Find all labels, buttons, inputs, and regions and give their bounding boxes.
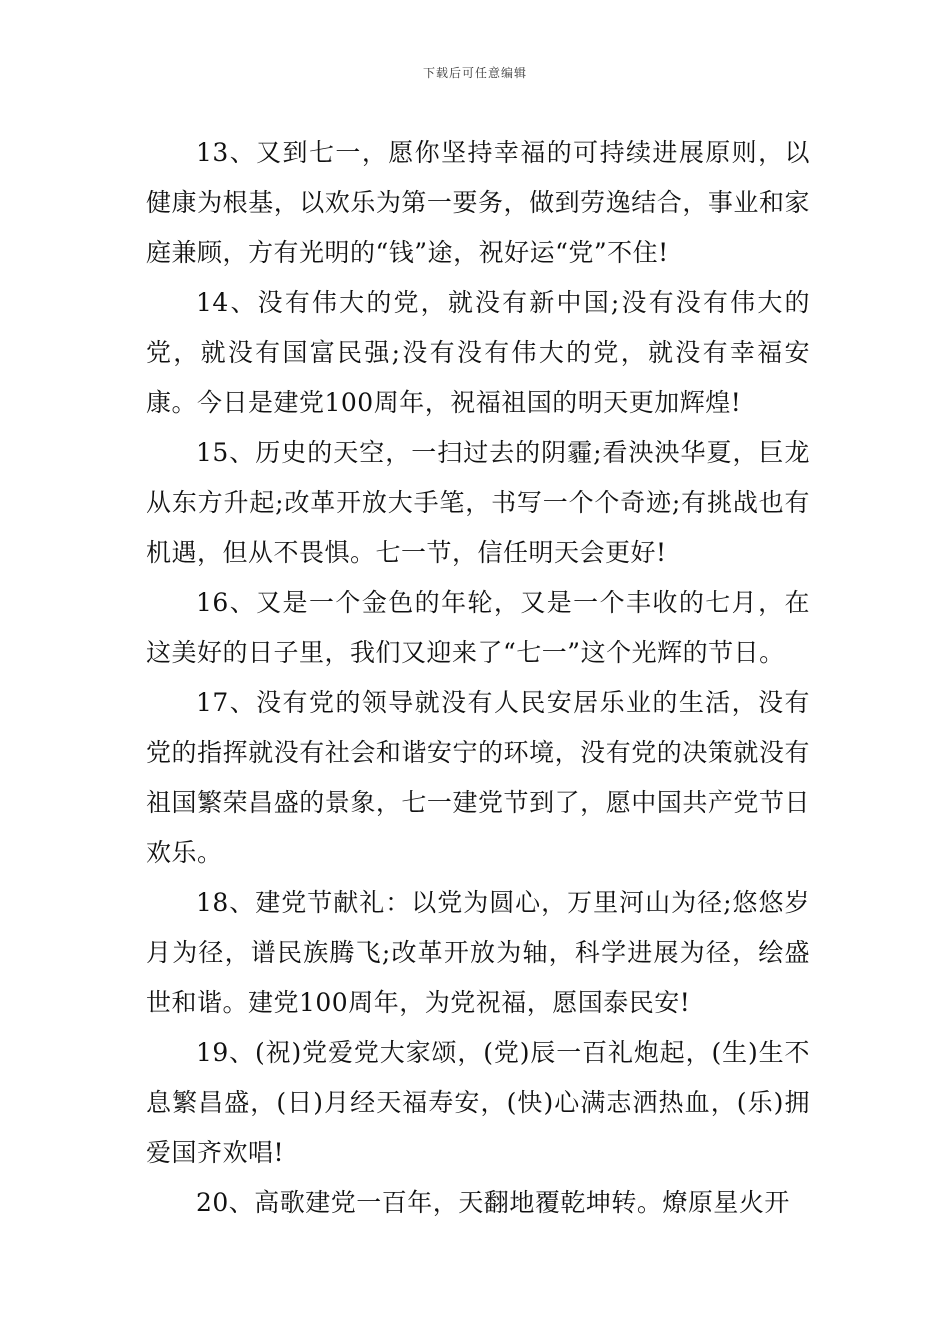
paragraph-14: 14、没有伟大的党，就没有新中国;没有没有伟大的党，就没有国富民强;没有没有伟大的党，就没有幸福安康。今日是建党100周年，祝福祖国的明天更加辉煌! — [146, 288, 810, 417]
paragraph-19: 19、(祝)党爱党大家颂，(党)辰一百礼炮起，(生)生不息繁昌盛，(日)月经天福寿安，(快)心满志洒热血，(乐)拥爱国齐欢唱! — [146, 1038, 810, 1167]
paragraph-20: 20、高歌建党一百年，天翻地覆乾坤转。燎原星火开 — [196, 1188, 790, 1217]
document-body — [146, 128, 810, 1228]
page-header: 下载后可任意编辑 — [422, 66, 527, 80]
paragraph-18: 18、建党节献礼：以党为圆心，万里河山为径;悠悠岁月为径，谱民族腾飞;改革开放为轴，科学进展为径，绘盛世和谐。建党100周年，为党祝福，愿国泰民安! — [146, 888, 810, 1017]
paragraph-15: 15、历史的天空，一扫过去的阴霾;看泱泱华夏，巨龙从东方升起;改革开放大手笔，书写一个个奇迹;有挑战也有机遇，但从不畏惧。七一节，信任明天会更好! — [146, 438, 810, 567]
paragraph-13: 13、又到七一，愿你坚持幸福的可持续进展原则，以健康为根基，以欢乐为第一要务，做到劳逸结合，事业和家庭兼顾，方有光明的“钱”途，祝好运“党”不住! — [146, 138, 810, 267]
paragraph-17: 17、没有党的领导就没有人民安居乐业的生活，没有党的指挥就没有社会和谐安宁的环境，没有党的决策就没有祖国繁荣昌盛的景象，七一建党节到了，愿中国共产党节日欢乐。 — [146, 688, 810, 867]
paragraph-16: 16、又是一个金色的年轮，又是一个丰收的七月，在这美好的日子里，我们又迎来了“七一”这个光辉的节日。 — [146, 588, 810, 667]
